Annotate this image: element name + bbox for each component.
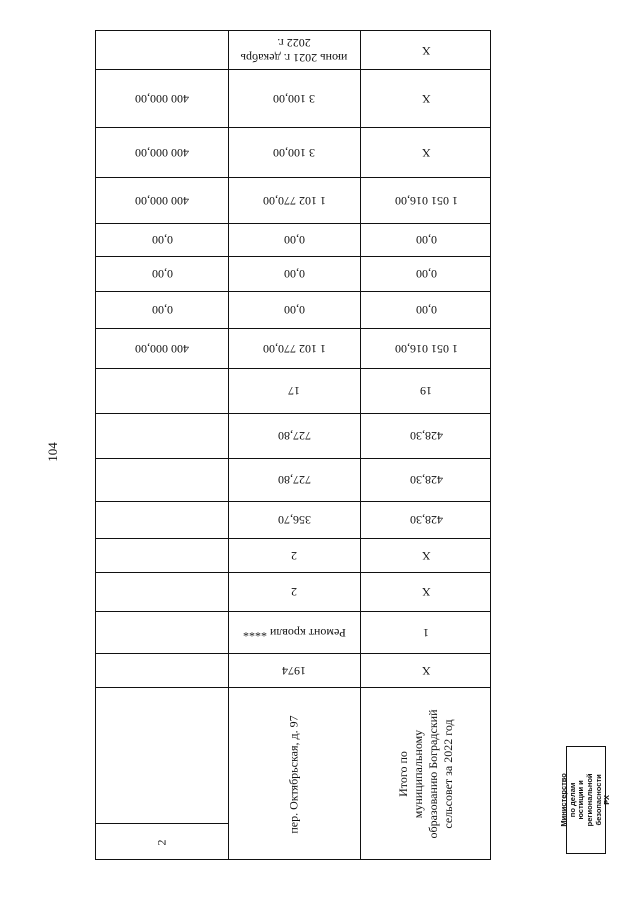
table-cell [360,458,492,501]
table-cell [360,413,492,458]
table-cell [96,653,228,687]
table-cell [96,572,228,611]
cell-text: 1974 [282,663,306,678]
cell-text: X [421,585,431,599]
address-cell [228,687,360,861]
cell-text: 0,00 [283,233,305,247]
stamp-text: Министерство по делам юстиции и региональной безопасности РХ [559,773,612,827]
table-cell [228,31,360,69]
number-cell [96,823,228,861]
cell-text: 1 051 016,00 [394,193,458,208]
table-cell [96,256,228,291]
cell-text: 1 102 770,00 [262,341,326,356]
table-cell [360,291,492,328]
table-cell [228,256,360,291]
table-cell [360,611,492,653]
cell-text: 3 100,00 [273,145,315,160]
table-cell [360,572,492,611]
table-cell [96,328,228,368]
table-cell [360,501,492,538]
data-table [95,30,491,860]
cell-text: 19 [420,384,432,398]
cell-text: 0,00 [151,303,173,317]
table-cell [96,501,228,538]
address-text: пер. Октябрьская, д. 97 [286,714,301,834]
cell-text: 0,00 [415,267,437,281]
table-cell [96,69,228,127]
table-cell [360,31,492,69]
cell-text: 2 [291,548,297,563]
table-cell [360,69,492,127]
table-cell [228,501,360,538]
total-cell [360,687,492,861]
cell-text: 400 000,00 [135,91,189,106]
cell-text: 428,30 [409,429,443,443]
cell-text: 428,30 [409,473,443,487]
cell-text: 3 100,00 [273,91,315,106]
cell-text: 400 000,00 [135,193,189,208]
table-cell [228,611,360,653]
table-cell [228,69,360,127]
table-cell [228,223,360,256]
cell-text: X [421,145,431,160]
cell-text: X [421,548,431,563]
cell-text: 400 000,00 [135,145,189,160]
table-cell [228,328,360,368]
cell-text: 356,70 [277,513,311,527]
table-cell [96,458,228,501]
cell-text: 0,00 [415,233,437,247]
table-cell [96,223,228,256]
page-number: 104 [45,442,60,462]
table-cell [228,291,360,328]
cell-text: 0,00 [283,303,305,317]
cell-text: 428,30 [409,513,443,527]
table-cell [228,368,360,413]
table-cell [228,572,360,611]
cell-text: 0,00 [415,303,437,317]
table-cell [96,177,228,223]
table-cell [360,223,492,256]
table-cell [228,458,360,501]
cell-text: 1 051 016,00 [394,341,458,356]
table-cell [360,538,492,572]
table-cell [228,653,360,687]
cell-text: 400 000,00 [135,341,189,356]
table-cell [360,653,492,687]
table-cell [96,611,228,653]
table-cell [228,538,360,572]
table-cell [360,177,492,223]
cell-text: Ремонт кровли **** [242,625,346,640]
ministry-stamp [559,746,612,854]
table-cell [96,31,228,69]
table-cell [228,413,360,458]
cell-text: 17 [288,384,300,398]
cell-text: 0,00 [151,233,173,247]
cell-text: 727,80 [277,473,311,487]
cell-text: X [421,91,431,106]
table-cell [96,368,228,413]
cell-text: X [421,663,431,678]
cell-text: 1 102 770,00 [262,193,326,208]
cell-text: 0,00 [151,267,173,281]
cell-text: июнь 2021 г. декабрь 2022 г. [240,36,348,65]
cell-text: 727,80 [277,429,311,443]
table-cell [360,368,492,413]
table-cell [96,291,228,328]
table-cell [228,177,360,223]
number-text: 2 [154,839,169,845]
table-cell [360,328,492,368]
table-cell [360,127,492,177]
table-cell [360,256,492,291]
cell-text: 2 [291,585,297,599]
table-cell [96,127,228,177]
cell-text: 1 [423,625,429,640]
table-cell [96,538,228,572]
table-cell [96,413,228,458]
cell-text: 0,00 [283,267,305,281]
table-cell [228,127,360,177]
cell-text: X [421,43,431,58]
total-text: Итого по муниципальному образованию Боградский сельсовет за 2022 год [396,709,455,839]
